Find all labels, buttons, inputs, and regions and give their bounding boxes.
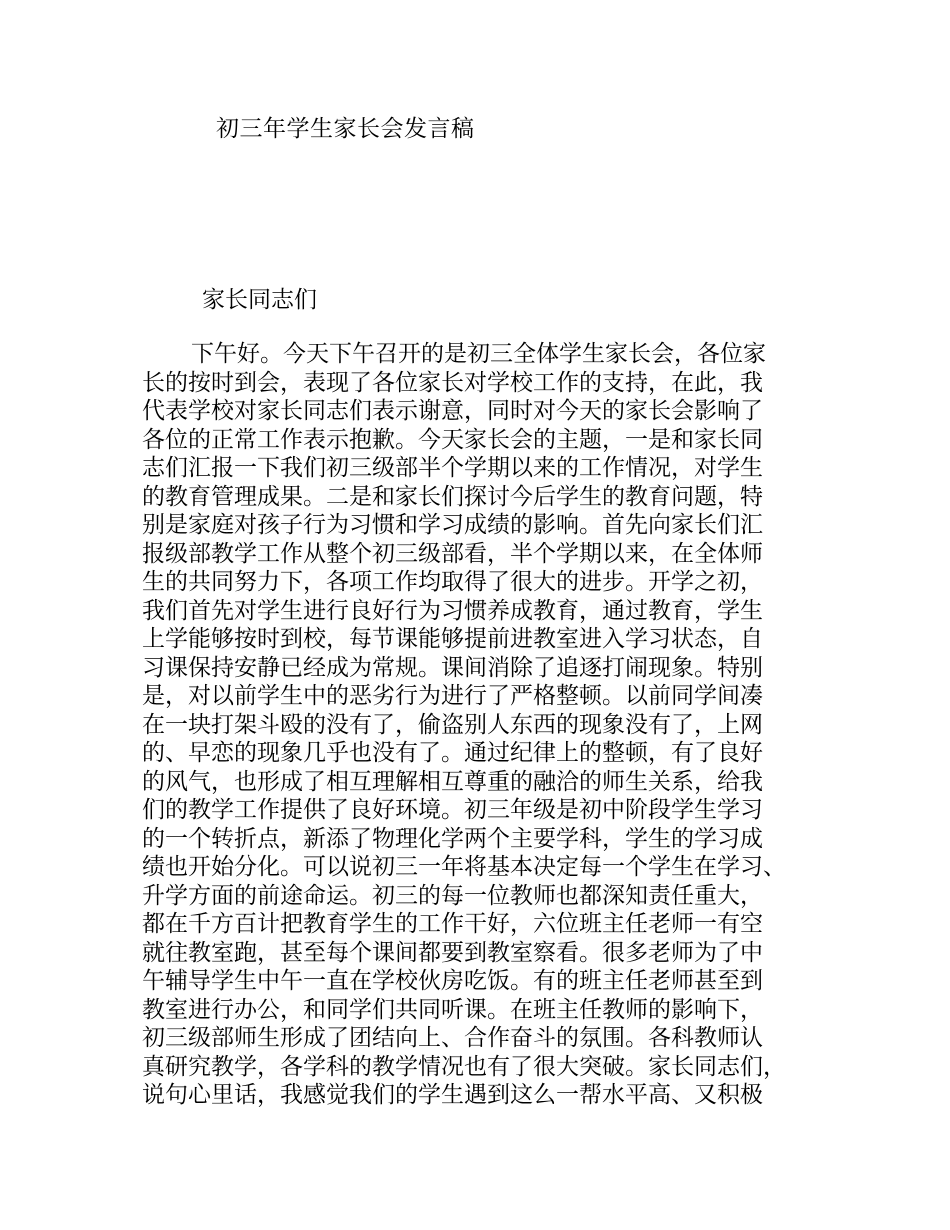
body-line: 都在千方百计把教育学生的工作干好，六位班主任老师一有空 (142, 911, 763, 937)
body-line: 就往教室跑，甚至每个课间都要到教室察看。很多老师为了中 (142, 939, 763, 966)
body-line: 教室进行办公，和同学们共同听课。在班主任教师的影响下， (142, 996, 763, 1023)
body-line: 是，对以前学生中的恶劣行为进行了严格整顿。以前同学间凑 (142, 683, 763, 709)
body-line: 上学能够按时到校，每节课能够提前进教室进入学习状态，自 (142, 626, 763, 652)
body-line: 代表学校对家长同志们表示谢意，同时对今天的家长会影响了 (142, 398, 763, 424)
body-line: 的风气，也形成了相互理解相互尊重的融洽的师生关系，给我 (142, 768, 763, 795)
body-line: 绩也开始分化。可以说初三一年将基本决定每一个学生在学习、 (142, 854, 786, 880)
body-line: 午辅导学生中午一直在学校伙房吃饭。有的班主任老师甚至到 (142, 968, 763, 994)
body-line: 们的教学工作提供了良好环境。初三年级是初中阶段学生学习 (142, 797, 763, 823)
body-line: 升学方面的前途命运。初三的每一位教师也都深知责任重大， (142, 882, 763, 909)
body-line: 的、早恋的现象几乎也没有了。通过纪律上的整顿，有了良好 (142, 740, 763, 766)
body-line: 说句心里话，我感觉我们的学生遇到这么一帮水平高、又积极 (142, 1082, 763, 1108)
body-line: 真研究教学，各学科的教学情况也有了很大突破。家长同志们， (142, 1053, 786, 1080)
body-line: 报级部教学工作从整个初三级部看，半个学期以来，在全体师 (142, 540, 763, 567)
document-title: 初三年学生家长会发言稿 (216, 116, 475, 142)
salutation: 家长同志们 (202, 287, 317, 313)
body-paragraph (142, 340, 822, 1110)
body-line: 我们首先对学生进行良好行为习惯养成教育，通过教育，学生 (142, 597, 763, 624)
body-line: 下午好。今天下午召开的是初三全体学生家长会，各位家 (191, 341, 766, 367)
body-line: 志们汇报一下我们初三级部半个学期以来的工作情况，对学生 (142, 455, 763, 481)
body-line: 长的按时到会，表现了各位家长对学校工作的支持，在此，我 (142, 369, 763, 396)
body-line: 各位的正常工作表示抱歉。今天家长会的主题，一是和家长同 (142, 426, 763, 453)
body-line: 别是家庭对孩子行为习惯和学习成绩的影响。首先向家长们汇 (142, 512, 763, 538)
body-line: 习课保持安静已经成为常规。课间消除了追逐打闹现象。特别 (142, 654, 763, 681)
body-line: 的一个转折点，新添了物理化学两个主要学科，学生的学习成 (142, 825, 763, 852)
body-line: 的教育管理成果。二是和家长们探讨今后学生的教育问题，特 (142, 483, 763, 510)
body-line: 生的共同努力下，各项工作均取得了很大的进步。开学之初， (142, 569, 763, 595)
body-line: 初三级部师生形成了团结向上、合作奋斗的氛围。各科教师认 (142, 1025, 763, 1051)
body-line: 在一块打架斗殴的没有了，偷盗别人东西的现象没有了，上网 (142, 711, 763, 738)
